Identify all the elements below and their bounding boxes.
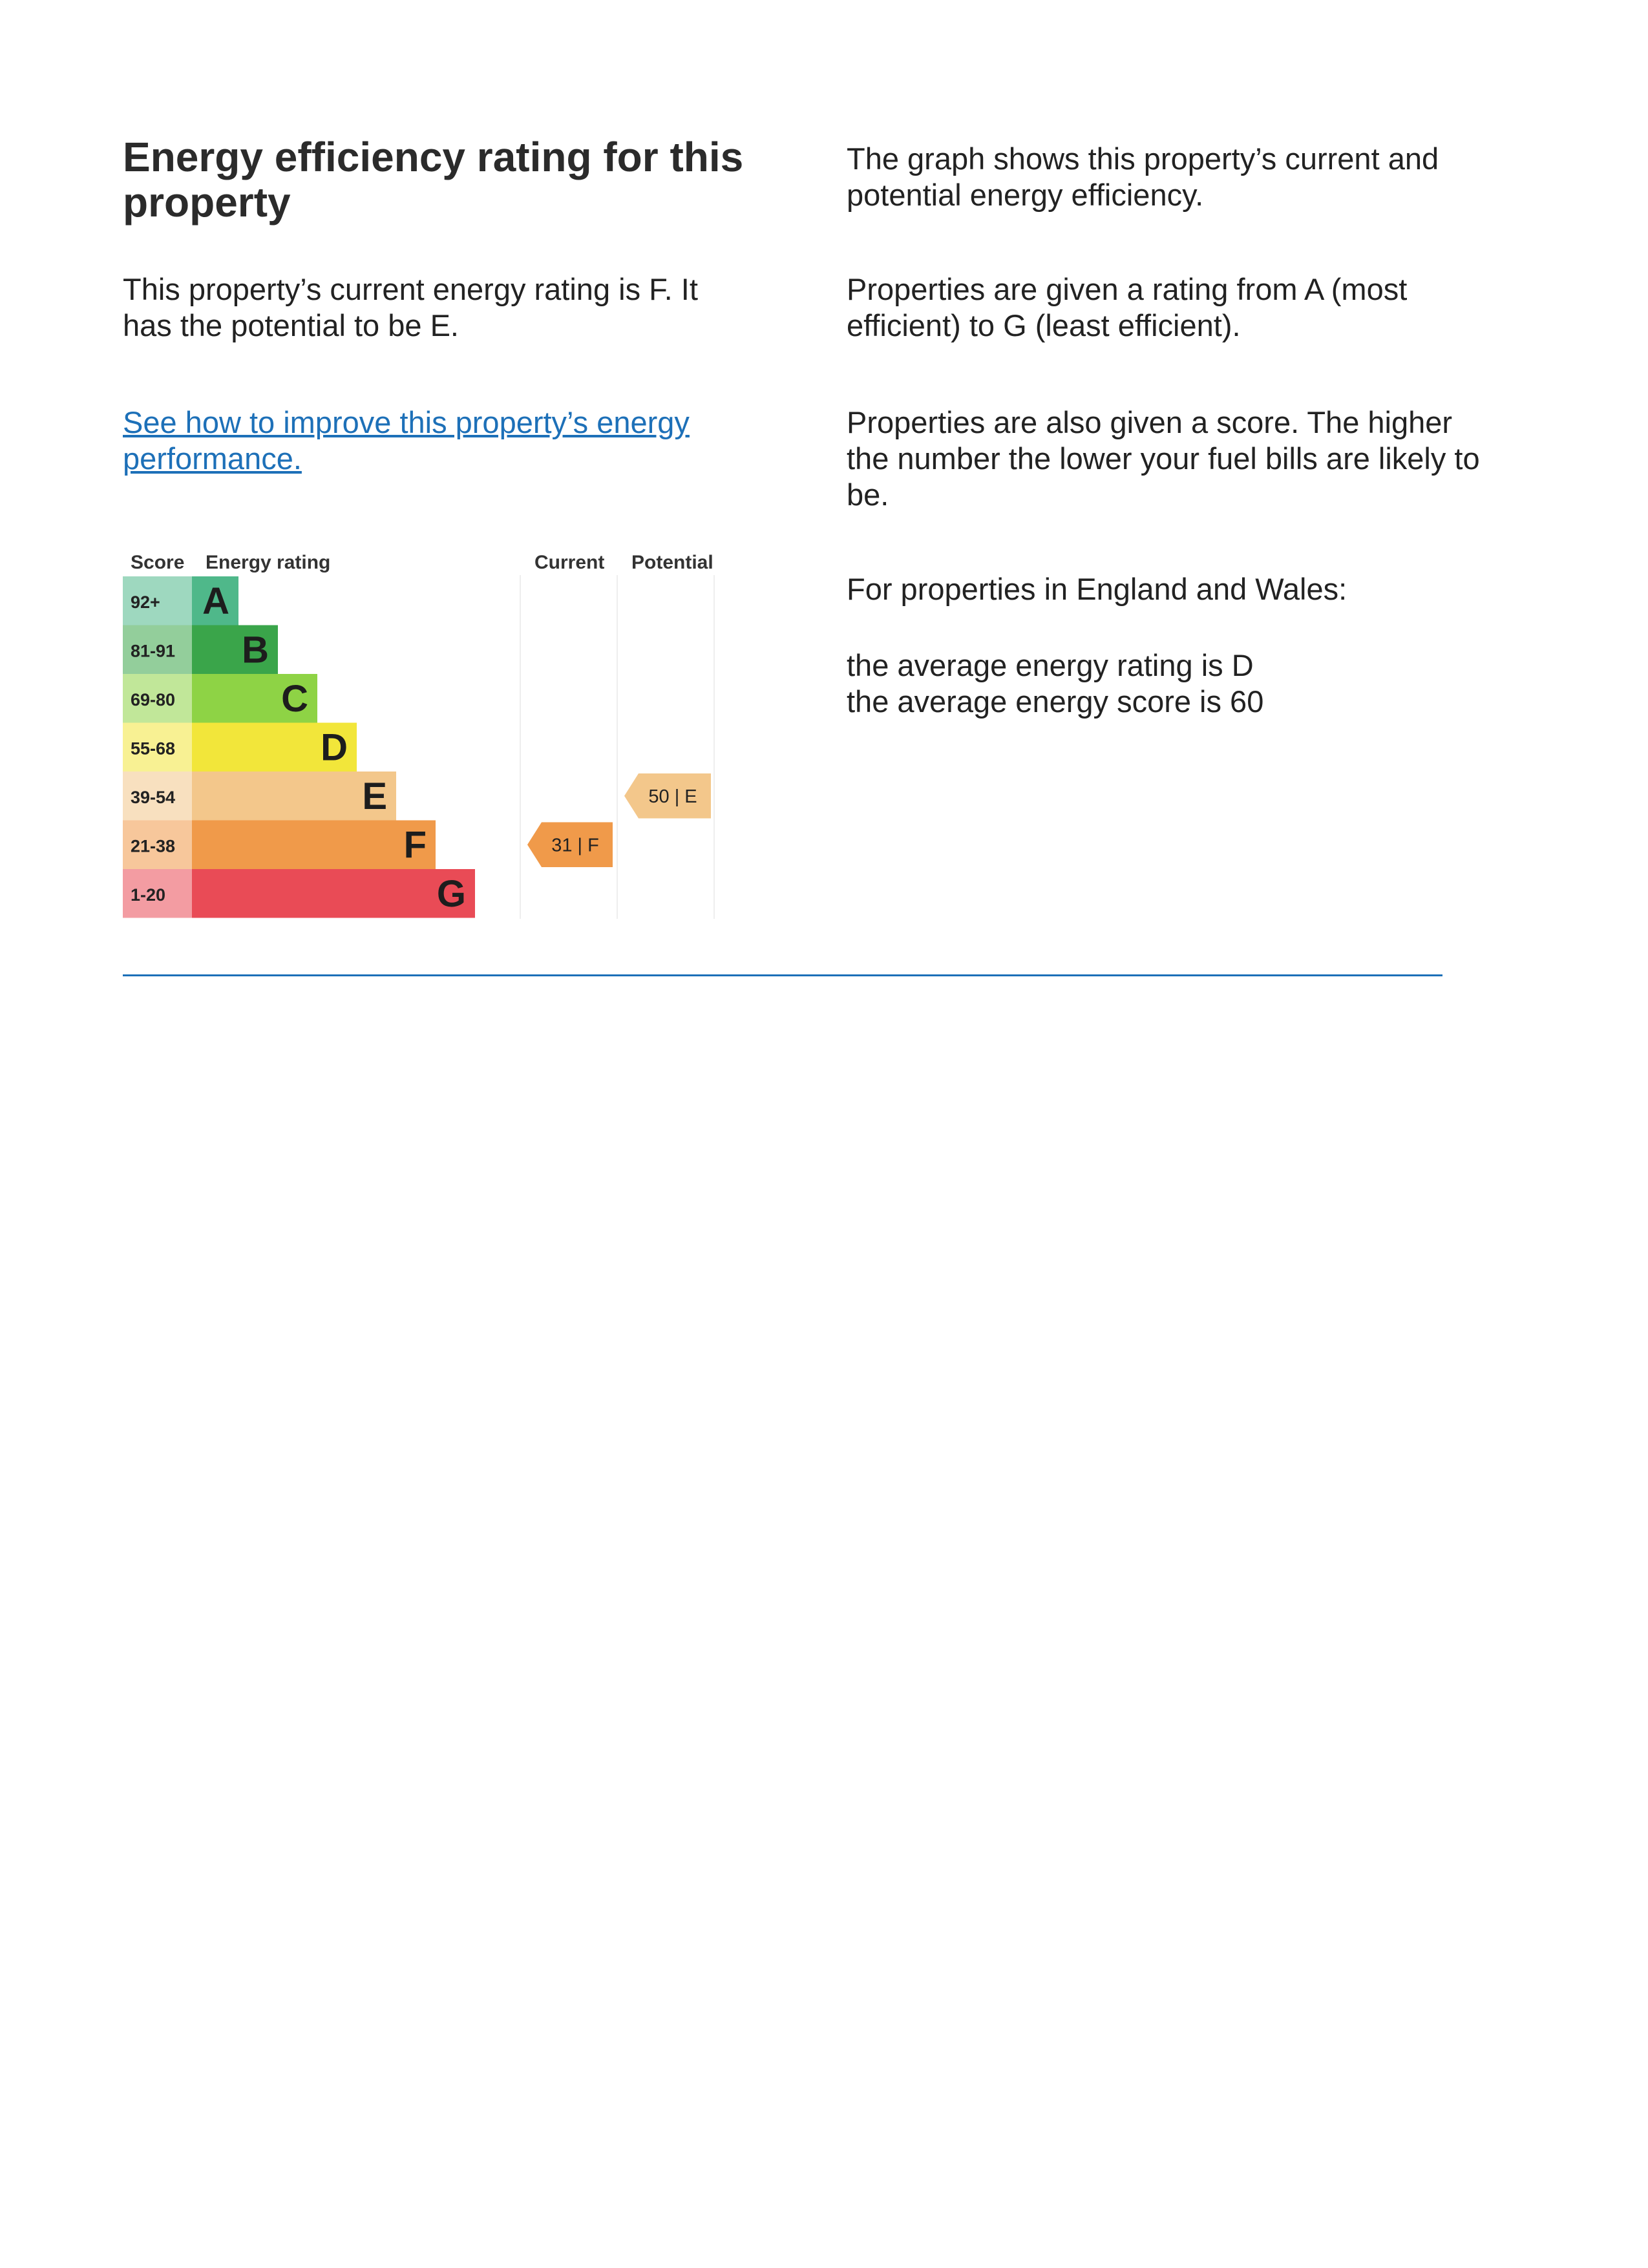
band-bar-f	[192, 821, 436, 870]
band-letter-d: D	[321, 726, 348, 769]
current-header: Current	[534, 552, 605, 573]
page-title: Energy efficiency rating for this property	[123, 134, 744, 226]
band-letter-f: F	[403, 824, 427, 866]
energy-rating-chart	[123, 549, 721, 921]
score-header: Score	[131, 552, 185, 573]
band-letter-b: B	[242, 629, 269, 671]
energy-rating-header: Energy rating	[206, 552, 331, 573]
score-range-c: 69-80	[131, 689, 176, 709]
potential-header: Potential	[631, 552, 713, 573]
score-range-a: 92+	[131, 592, 160, 612]
current-rating-text: This property’s current energy rating is F. It has the potential to be E.	[123, 272, 698, 342]
graph-description: The graph shows this property’s current and potential energy efficiency.	[847, 142, 1439, 212]
band-letter-e: E	[362, 775, 387, 817]
averages-text	[847, 647, 1493, 720]
score-range-d: 55-68	[131, 739, 176, 759]
rating-range-description: Properties are given a rating from A (most efficient) to G (least efficient).	[847, 272, 1408, 342]
score-range-e: 39-54	[131, 787, 176, 807]
score-range-g: 1-20	[131, 885, 166, 905]
section-divider	[123, 974, 1442, 976]
score-description: Properties are also given a score. The higher the number the lower your fuel bills are likely to be.	[847, 405, 1480, 512]
band-letter-a: A	[202, 580, 229, 622]
score-range-f: 21-38	[131, 836, 176, 856]
improve-performance-link[interactable]: See how to improve this property’s energy performance.	[123, 405, 690, 476]
score-range-b: 81-91	[131, 641, 176, 661]
potential-rating-marker-label: 50 | E	[648, 786, 697, 807]
current-rating-marker-label: 31 | F	[551, 835, 599, 856]
band-bar-g	[192, 869, 475, 918]
band-letter-g: G	[436, 872, 466, 915]
band-letter-c: C	[281, 677, 308, 720]
region-text: For properties in England and Wales:	[847, 572, 1347, 606]
average-score-text: the average energy score is 60	[847, 684, 1264, 719]
average-rating-text: the average energy rating is D	[847, 648, 1254, 682]
